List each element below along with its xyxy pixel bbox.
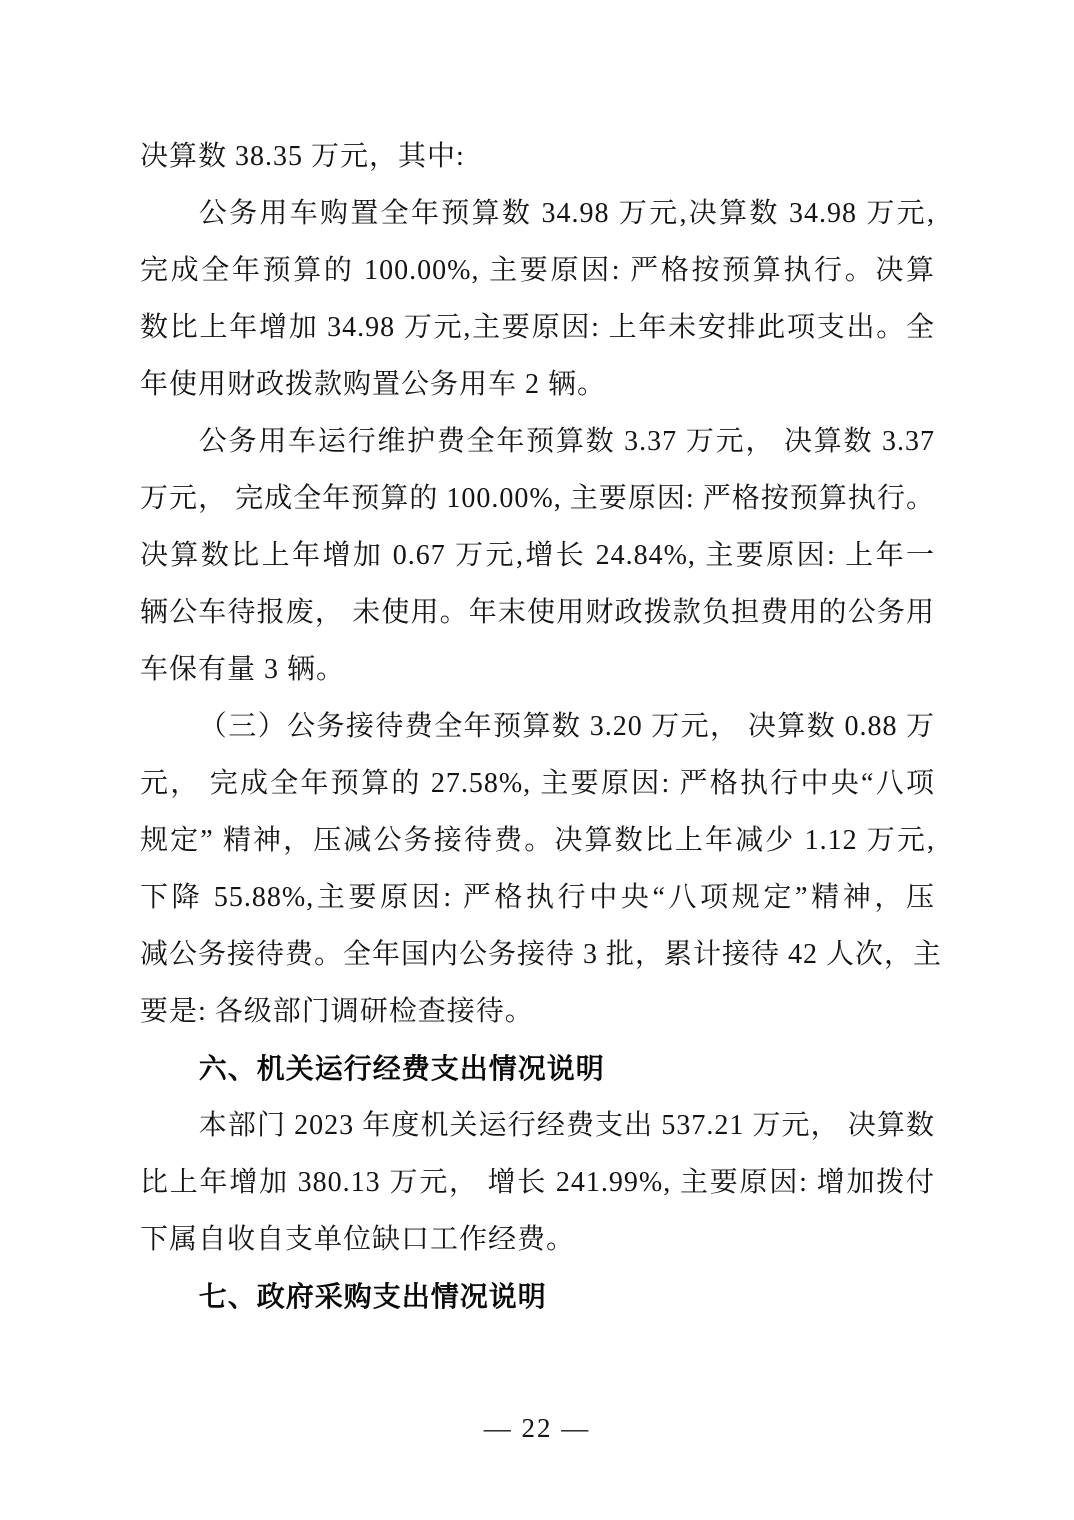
section-heading: 七、政府采购支出情况说明 — [198, 1281, 547, 1312]
text-line: 元， 完成全年预算的 27.58%, 主要原因: 严格执行中央“八项 — [140, 768, 935, 799]
document-body — [140, 128, 943, 1325]
page-number: — 22 — — [483, 1413, 591, 1443]
text-line: 本部门 2023 年度机关运行经费支出 537.21 万元， 决算数 — [198, 1110, 935, 1141]
text-line: 公务用车购置全年预算数 34.98 万元,决算数 34.98 万元, — [198, 198, 935, 229]
text-line: 规定” 精神，压减公务接待费。决算数比上年减少 1.12 万元, — [140, 825, 935, 856]
text-line: 比上年增加 380.13 万元， 增长 241.99%, 主要原因: 增加拨付 — [140, 1167, 935, 1198]
text-line: 下降 55.88%,主要原因: 严格执行中央“八项规定”精神，压 — [140, 882, 935, 913]
text-line: 减公务接待费。全年国内公务接待 3 批，累计接待 42 人次，主 — [140, 939, 943, 970]
text-line: 要是: 各级部门调研检查接待。 — [140, 996, 534, 1027]
section-heading: 六、机关运行经费支出情况说明 — [198, 1053, 605, 1084]
text-line: 完成全年预算的 100.00%, 主要原因: 严格按预算执行。决算 — [140, 255, 935, 286]
text-line: 车保有量 3 辆。 — [140, 654, 346, 685]
text-line: 公务用车运行维护费全年预算数 3.37 万元， 决算数 3.37 — [198, 426, 935, 457]
text-line: 决算数 38.35 万元，其中: — [140, 141, 465, 172]
text-line: 决算数比上年增加 0.67 万元,增长 24.84%, 主要原因: 上年一 — [140, 540, 935, 571]
text-line: 年使用财政拨款购置公务用车 2 辆。 — [140, 369, 607, 400]
text-line: （三）公务接待费全年预算数 3.20 万元， 决算数 0.88 万 — [198, 711, 935, 742]
text-line: 数比上年增加 34.98 万元,主要原因: 上年未安排此项支出。全 — [140, 312, 935, 343]
text-line: 下属自收自支单位缺口工作经费。 — [140, 1224, 576, 1255]
text-line: 辆公车待报废， 未使用。年末使用财政拨款负担费用的公务用 — [140, 597, 935, 628]
text-line: 万元， 完成全年预算的 100.00%, 主要原因: 严格按预算执行。 — [140, 483, 935, 514]
